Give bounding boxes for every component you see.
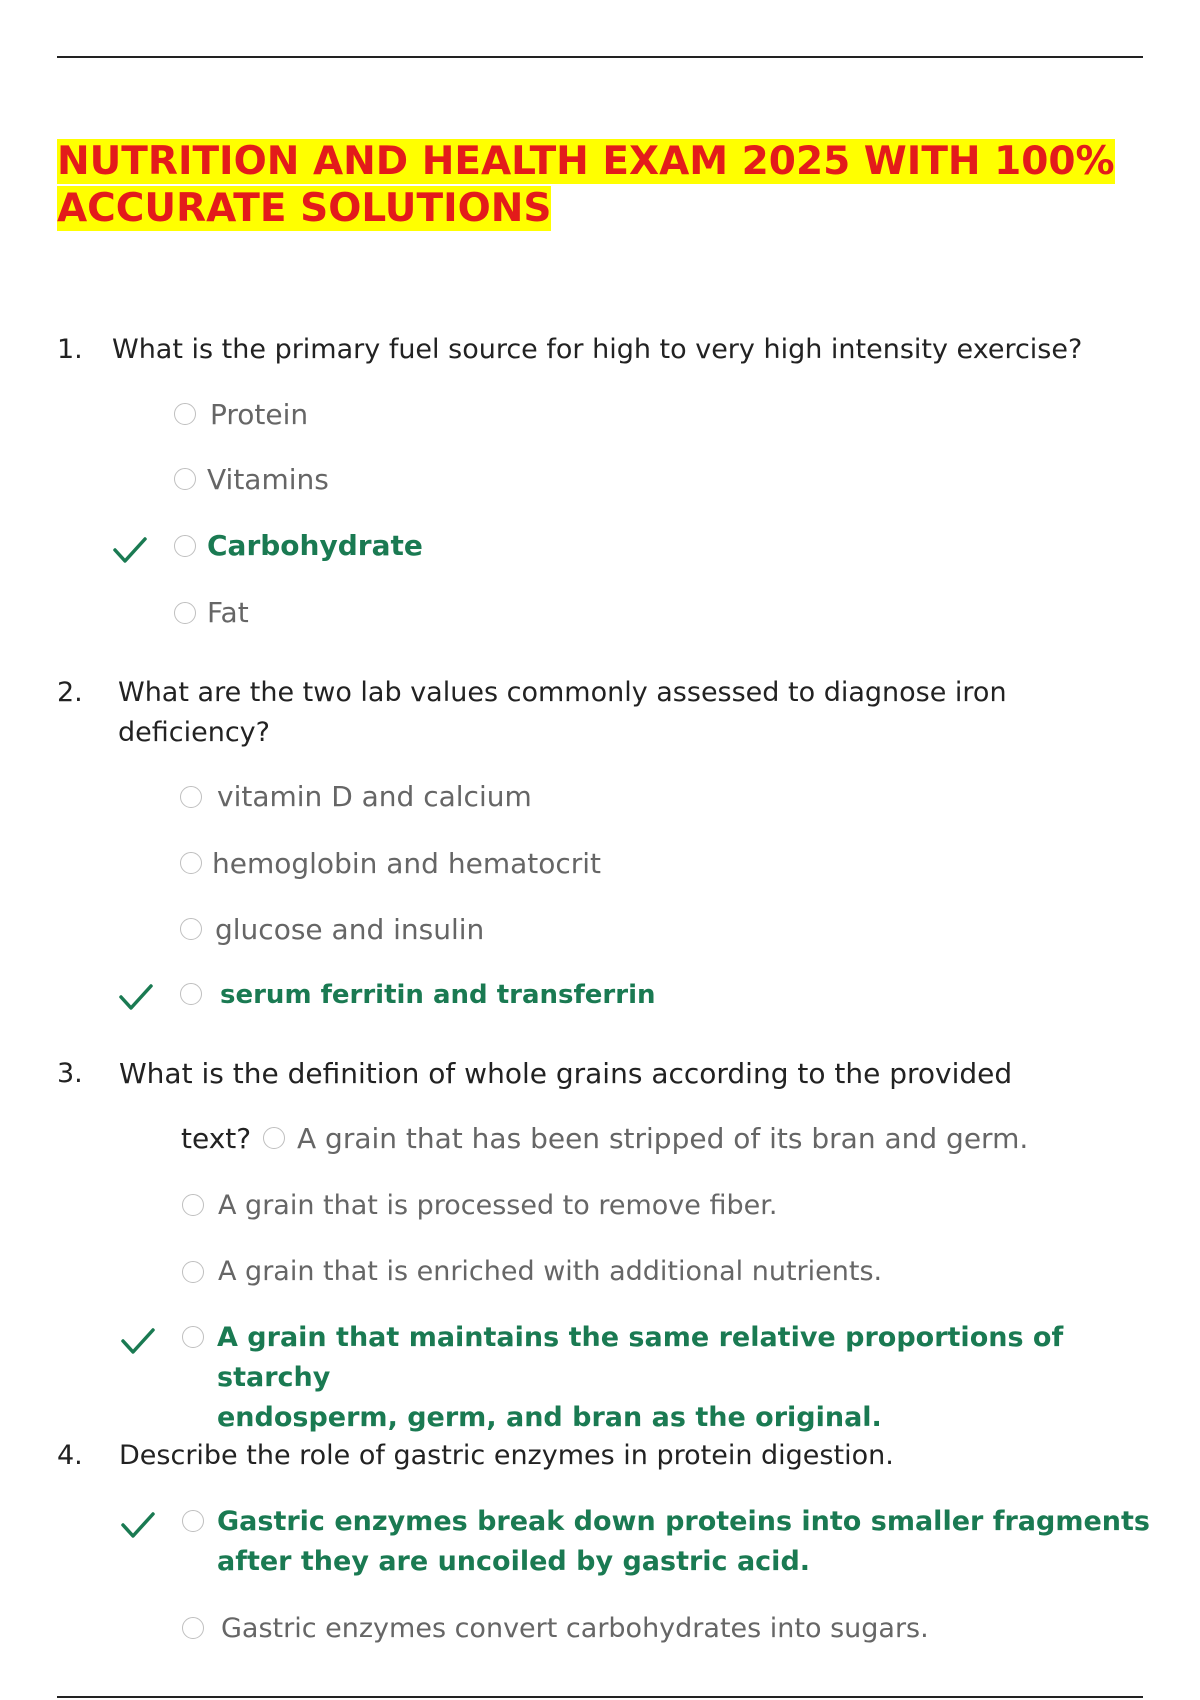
option-label: glucose and insulin	[215, 913, 485, 946]
option-label: A grain that has been stripped of its bran and germ.	[297, 1122, 1029, 1155]
option-label: vitamin D and calcium	[217, 780, 532, 813]
radio-option[interactable]	[180, 983, 202, 1005]
bottom-rule	[57, 1696, 1143, 1698]
radio-option[interactable]	[182, 1617, 204, 1639]
radio-option[interactable]	[174, 602, 196, 624]
radio-option[interactable]	[182, 1194, 204, 1216]
radio-option[interactable]	[174, 535, 196, 557]
radio-option[interactable]	[180, 786, 202, 808]
question-text-line-2: deficiency?	[118, 717, 270, 748]
option-label-correct: serum ferritin and transferrin	[220, 980, 656, 1010]
question-text: Describe the role of gastric enzymes in protein digestion.	[119, 1440, 894, 1471]
radio-option[interactable]	[174, 403, 196, 425]
radio-option[interactable]	[174, 468, 196, 490]
question-text: What is the primary fuel source for high to very high intensity exercise?	[112, 334, 1083, 365]
option-label: A grain that is processed to remove fiber.	[218, 1190, 778, 1221]
option-label: Vitamins	[207, 463, 329, 496]
checkmark-icon	[120, 1510, 156, 1540]
checkmark-icon	[120, 1326, 156, 1356]
question-number: 1.	[57, 334, 83, 365]
question-2-prompt	[57, 673, 1157, 753]
exam-title	[57, 138, 1177, 232]
radio-option[interactable]	[180, 918, 202, 940]
question-text-line-2: text?	[181, 1122, 252, 1155]
option-line-2: after they are uncoiled by gastric acid.	[217, 1546, 811, 1577]
option-label: hemoglobin and hematocrit	[212, 847, 602, 880]
option-label-correct: Carbohydrate	[207, 529, 423, 562]
radio-option[interactable]	[263, 1127, 285, 1149]
option-label: Gastric enzymes convert carbohydrates into sugars.	[221, 1613, 929, 1644]
checkmark-icon	[112, 535, 148, 565]
option-line-2: endosperm, germ, and bran as the original.	[217, 1402, 882, 1433]
radio-option[interactable]	[180, 852, 202, 874]
option-line-1: Gastric enzymes break down proteins into smaller fragments	[217, 1506, 1150, 1537]
option-label: Fat	[207, 596, 249, 629]
option-label: A grain that is enriched with additional nutrients.	[218, 1256, 883, 1287]
checkmark-icon	[118, 982, 154, 1012]
title-highlight: NUTRITION AND HEALTH EXAM 2025 WITH 100% ACCURATE SOLUTIONS	[57, 139, 1115, 231]
question-number: 2.	[57, 677, 83, 708]
option-line-1: A grain that maintains the same relative proportions of starchy	[217, 1322, 1064, 1393]
option-label-correct	[217, 1318, 1157, 1438]
option-label-correct	[217, 1502, 1157, 1582]
top-rule	[57, 56, 1143, 58]
question-number: 4.	[57, 1440, 83, 1471]
option-label: Protein	[210, 398, 309, 431]
radio-option[interactable]	[182, 1510, 204, 1532]
question-number: 3.	[57, 1058, 83, 1089]
radio-option[interactable]	[182, 1261, 204, 1283]
question-text-line-1: What are the two lab values commonly assessed to diagnose iron	[118, 677, 1007, 708]
question-text-line-1: What is the definition of whole grains according to the provided	[119, 1057, 1013, 1090]
radio-option[interactable]	[182, 1326, 204, 1348]
